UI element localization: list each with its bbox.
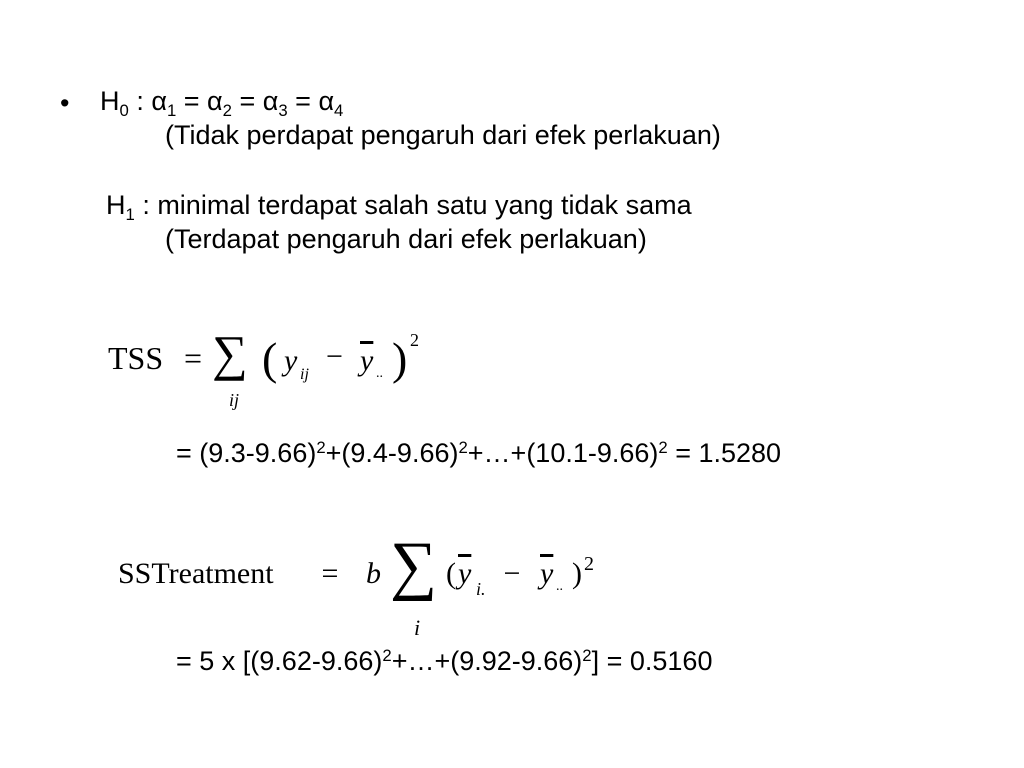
- tss-ybar-sub: ..: [376, 366, 383, 381]
- tss-y: y: [284, 344, 298, 377]
- alpha-3: $\alpha_3$: [262, 86, 288, 120]
- bullet: •: [60, 88, 70, 118]
- tss-y-sub: ij: [300, 366, 309, 383]
- tss-formula: [108, 325, 438, 420]
- h0-symbol: $H_0$: [100, 86, 129, 120]
- alpha-2: $\alpha_2$: [207, 86, 232, 120]
- tss-calculation: = $(9.3-9.66)^2+(9.4-9.66)^2+\dots+(10.1-9.66)^2 = 1.5280$: [176, 437, 782, 468]
- sst-b: b: [366, 557, 381, 590]
- tss-close-paren: ): [392, 333, 408, 384]
- h0-note: (Tidak perdapat pengaruh dari efek perlakuan): [165, 120, 721, 150]
- h0-hypothesis: $H_0$ : $\alpha_1 = \alpha_2 = \alpha_3 = \alpha_4$: [100, 86, 344, 120]
- alpha-4: $\alpha_4$: [318, 86, 344, 120]
- tss-label: TSS: [108, 340, 164, 376]
- sst-open-paren: (: [446, 557, 456, 590]
- sst-sigma-index: i: [414, 615, 421, 640]
- sigma-icon: ∑: [212, 325, 248, 381]
- sst-ybar-i: $\overline{y}$: [458, 557, 472, 590]
- sst-ybar: $\overline{y}$: [540, 557, 554, 590]
- sst-equals: =: [314, 557, 346, 590]
- sst-ybar-i-sub: i.: [476, 579, 486, 599]
- tss-power: 2: [410, 330, 419, 350]
- sst-power: 2: [584, 553, 594, 575]
- sst-close-paren: ): [572, 557, 582, 590]
- sst-minus: −: [496, 557, 528, 590]
- tss-equals: =: [184, 340, 203, 376]
- sigma-icon: ∑: [390, 529, 438, 602]
- tss-ybar: $\overline{y}$: [360, 344, 374, 377]
- h1-hypothesis: $H_1$ : minimal terdapat salah satu yang tidak sama: [106, 190, 692, 224]
- sstreatment-formula: [118, 529, 618, 645]
- tss-open-paren: (: [262, 333, 278, 384]
- tss-sigma-index: ij: [229, 390, 240, 410]
- tss-minus: −: [326, 340, 343, 373]
- alpha-1: $\alpha_1$: [151, 86, 177, 120]
- h1-note: (Terdapat pengaruh dari efek perlakuan): [165, 224, 647, 254]
- h1-symbol: $H_1$: [106, 190, 135, 224]
- sst-result: ] = 0.5160: [591, 646, 713, 676]
- sst-ybar-sub: ..: [556, 579, 563, 594]
- tss-result: = 1.5280: [667, 438, 782, 468]
- sst-label: SSTreatment: [118, 557, 274, 590]
- sst-calculation: = 5 x $[(9.62-9.66)^2+\dots+(9.92-9.66)^2] = 0.5160$: [176, 645, 713, 676]
